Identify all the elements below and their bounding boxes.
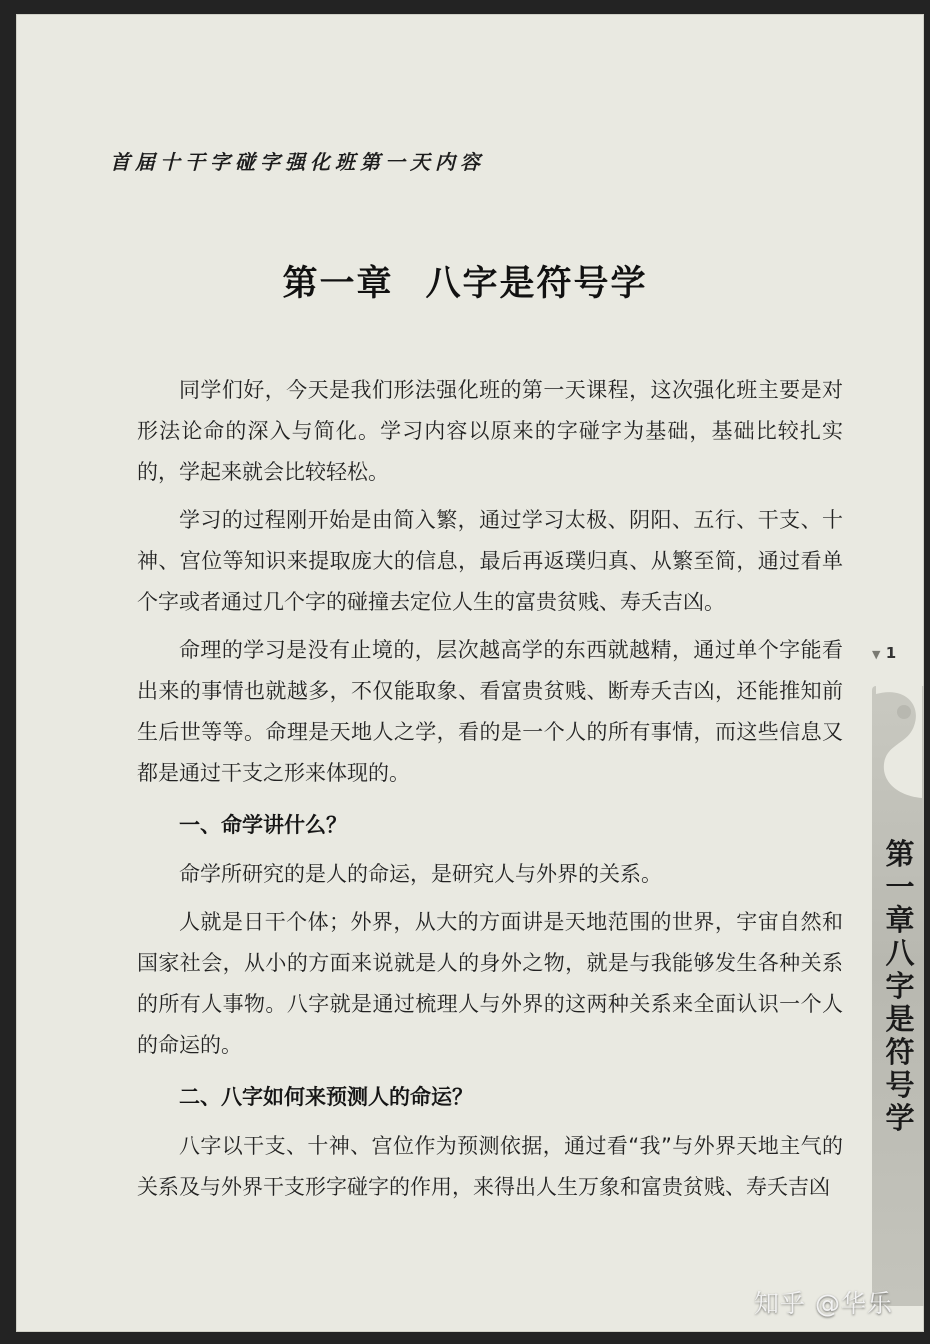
paragraph: 八字以干支、十神、宫位作为预测依据，通过看“我”与外界天地主气的关系及与外界干支形字碰字的作用，来得出人生万象和富贵贫贱、寿夭吉凶: [137, 1134, 843, 1199]
page-number: [872, 644, 922, 664]
side-tab-char: 是: [885, 1002, 915, 1036]
chapter-name: 八字是符号学: [425, 263, 648, 304]
side-tab-char: 学: [885, 1101, 915, 1135]
watermark: 知乎 @华乐: [754, 1289, 893, 1318]
page-number-value: 1: [885, 644, 897, 662]
chapter-title: [0, 256, 930, 306]
side-tab-char: 一: [885, 870, 915, 904]
paragraph: 同学们好，今天是我们形法强化班的第一天课程，这次强化班主要是对形法论命的深入与简化。学习内容以原来的字碰字为基础，基础比较扎实的，学起来就会比较轻松。: [137, 378, 843, 484]
taiji-swirl-icon: [874, 686, 924, 806]
paragraph: 人就是日干个体；外界，从大的方面讲是天地范围的世界，宇宙自然和国家社会，从小的方面来说就是人的身外之物，就是与我能够发生各种关系的所有人事物。八字就是通过梳理人与外界的这两种关系来全面认识一个人的命运的。: [137, 910, 843, 1057]
side-tab-char: 八: [885, 936, 915, 970]
side-tab-chapter-label: [880, 838, 920, 1135]
triangle-marker-icon: ▼: [872, 648, 881, 661]
chapter-number: 第一章: [282, 263, 394, 304]
side-tab-char: 第: [885, 837, 915, 871]
paragraph: 命学所研究的是人的命运，是研究人与外界的关系。: [179, 862, 662, 886]
side-tab-char: 章: [885, 903, 915, 937]
section-heading-2: 二、八字如何来预测人的命运？: [179, 1085, 473, 1109]
side-tab-char: 号: [885, 1068, 915, 1102]
body-text: [137, 370, 843, 1208]
running-head: 首届十干字碰字强化班第一天内容: [110, 150, 485, 174]
side-tab-char: 字: [885, 969, 915, 1003]
section-heading-1: 一、命学讲什么？: [179, 813, 347, 837]
paragraph: 学习的过程刚开始是由简入繁，通过学习太极、阴阳、五行、干支、十神、宫位等知识来提取庞大的信息，最后再返璞归真、从繁至简，通过看单个字或者通过几个字的碰撞去定位人生的富贵贫贱、寿夭吉凶。: [137, 508, 843, 614]
side-tab-char: 符: [885, 1035, 915, 1069]
paragraph: 命理的学习是没有止境的，层次越高学的东西就越精，通过单个字能看出来的事情也就越多，不仅能取象、看富贵贫贱、断寿夭吉凶，还能推知前生后世等等。命理是天地人之学，看的是一个人的所有事情，而这些信息又都是通过干支之形来体现的。: [137, 638, 843, 785]
